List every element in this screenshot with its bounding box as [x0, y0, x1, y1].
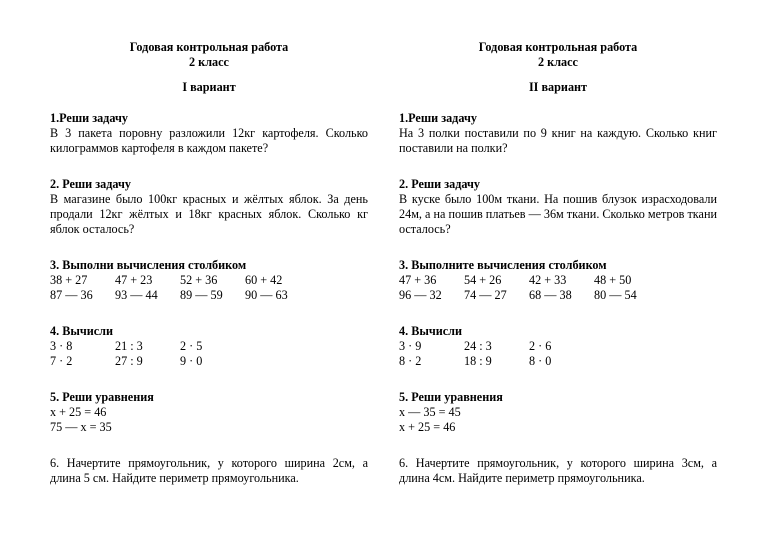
task-2-title: 2. Реши задачу — [399, 177, 480, 191]
equation: x — 35 = 45 — [399, 405, 461, 419]
calc-item: 3 · 9 — [399, 339, 422, 353]
calc-row — [50, 354, 368, 369]
task-1 — [50, 111, 368, 156]
worksheet-title: Годовая контрольная работа — [129, 40, 289, 54]
grade-label: 2 класс — [538, 55, 578, 69]
task-4-title: 4. Вычисли — [50, 324, 113, 338]
calc-item: 87 — 36 — [50, 288, 93, 302]
calc-item: 80 — 54 — [594, 288, 637, 302]
calc-item: 90 — 63 — [245, 288, 288, 302]
task-3 — [50, 258, 368, 303]
calc-item: 9 · 0 — [180, 354, 203, 368]
task-6-text: 6. Начертите прямоугольник, у которого ширина 3см, а длина 4см. Найдите периметр прямоугольника. — [399, 456, 717, 485]
task-2 — [50, 177, 368, 237]
task-6 — [399, 456, 717, 486]
task-2 — [399, 177, 717, 237]
variant-label: II вариант — [528, 80, 588, 94]
calc-item: 96 — 32 — [399, 288, 442, 302]
task-1-title: 1.Реши задачу — [50, 111, 128, 125]
calc-item: 60 + 42 — [245, 273, 283, 287]
calc-item: 42 + 33 — [529, 273, 567, 287]
calc-row — [399, 339, 717, 354]
equation: x + 25 = 46 — [399, 420, 456, 434]
task-6 — [50, 456, 368, 486]
task-5 — [399, 390, 717, 435]
task-1-text: На 3 полки поставили по 9 книг на каждую. Сколько книг поставили на полки? — [399, 126, 717, 155]
calc-item: 21 : 3 — [115, 339, 143, 353]
task-1-title: 1.Реши задачу — [399, 111, 477, 125]
calc-item: 8 · 0 — [529, 354, 552, 368]
task-3 — [399, 258, 717, 303]
calc-item: 3 · 8 — [50, 339, 73, 353]
equation: x + 25 = 46 — [50, 405, 107, 419]
calc-item: 2 · 5 — [180, 339, 203, 353]
task-5-title: 5. Реши уравнения — [50, 390, 154, 404]
task-4-title: 4. Вычисли — [399, 324, 462, 338]
calc-item: 7 · 2 — [50, 354, 73, 368]
calc-item: 8 · 2 — [399, 354, 422, 368]
worksheet-title: Годовая контрольная работа — [478, 40, 638, 54]
task-4 — [399, 324, 717, 369]
calc-item: 68 — 38 — [529, 288, 572, 302]
variant-1-column — [50, 40, 368, 486]
task-2-text: В куске было 100м ткани. На пошив блузок израсходовали 24м, а на пошив платьев — 36м ткани. Сколько метров ткани осталось? — [399, 192, 717, 236]
task-3-title: 3. Выполните вычисления столбиком — [399, 258, 607, 272]
calc-item: 2 · 6 — [529, 339, 552, 353]
task-2-text: В магазине было 100кг красных и жёлтых яблок. За день продали 12кг жёлтых и 18кг красных яблок. Сколько кг яблок осталось? — [50, 192, 368, 236]
task-6-text: 6. Начертите прямоугольник, у которого ширина 2см, а длина 5 см. Найдите периметр прямоугольника. — [50, 456, 368, 485]
calc-item: 47 + 23 — [115, 273, 153, 287]
calc-item: 48 + 50 — [594, 273, 632, 287]
task-3-title: 3. Выполни вычисления столбиком — [50, 258, 247, 272]
calc-item: 74 — 27 — [464, 288, 507, 302]
calc-item: 54 + 26 — [464, 273, 502, 287]
calc-item: 18 : 9 — [464, 354, 492, 368]
calc-row — [50, 339, 368, 354]
variant-label: I вариант — [182, 80, 236, 94]
calc-row — [399, 273, 717, 288]
calc-item: 89 — 59 — [180, 288, 223, 302]
calc-item: 93 — 44 — [115, 288, 158, 302]
equation: 75 — x = 35 — [50, 420, 112, 434]
calc-row — [50, 288, 368, 303]
calc-item: 47 + 36 — [399, 273, 437, 287]
calc-row — [50, 273, 368, 288]
calc-item: 27 : 9 — [115, 354, 143, 368]
calc-row — [399, 354, 717, 369]
task-4 — [50, 324, 368, 369]
calc-row — [399, 288, 717, 303]
calc-item: 24 : 3 — [464, 339, 492, 353]
variant-2-column — [399, 40, 717, 486]
calc-item: 38 + 27 — [50, 273, 88, 287]
task-5-title: 5. Реши уравнения — [399, 390, 503, 404]
grade-label: 2 класс — [189, 55, 229, 69]
task-2-title: 2. Реши задачу — [50, 177, 131, 191]
calc-item: 52 + 36 — [180, 273, 218, 287]
task-1-text: В 3 пакета поровну разложили 12кг картофеля. Сколько килограммов картофеля в каждом пакете? — [50, 126, 368, 155]
task-5 — [50, 390, 368, 435]
task-1 — [399, 111, 717, 156]
